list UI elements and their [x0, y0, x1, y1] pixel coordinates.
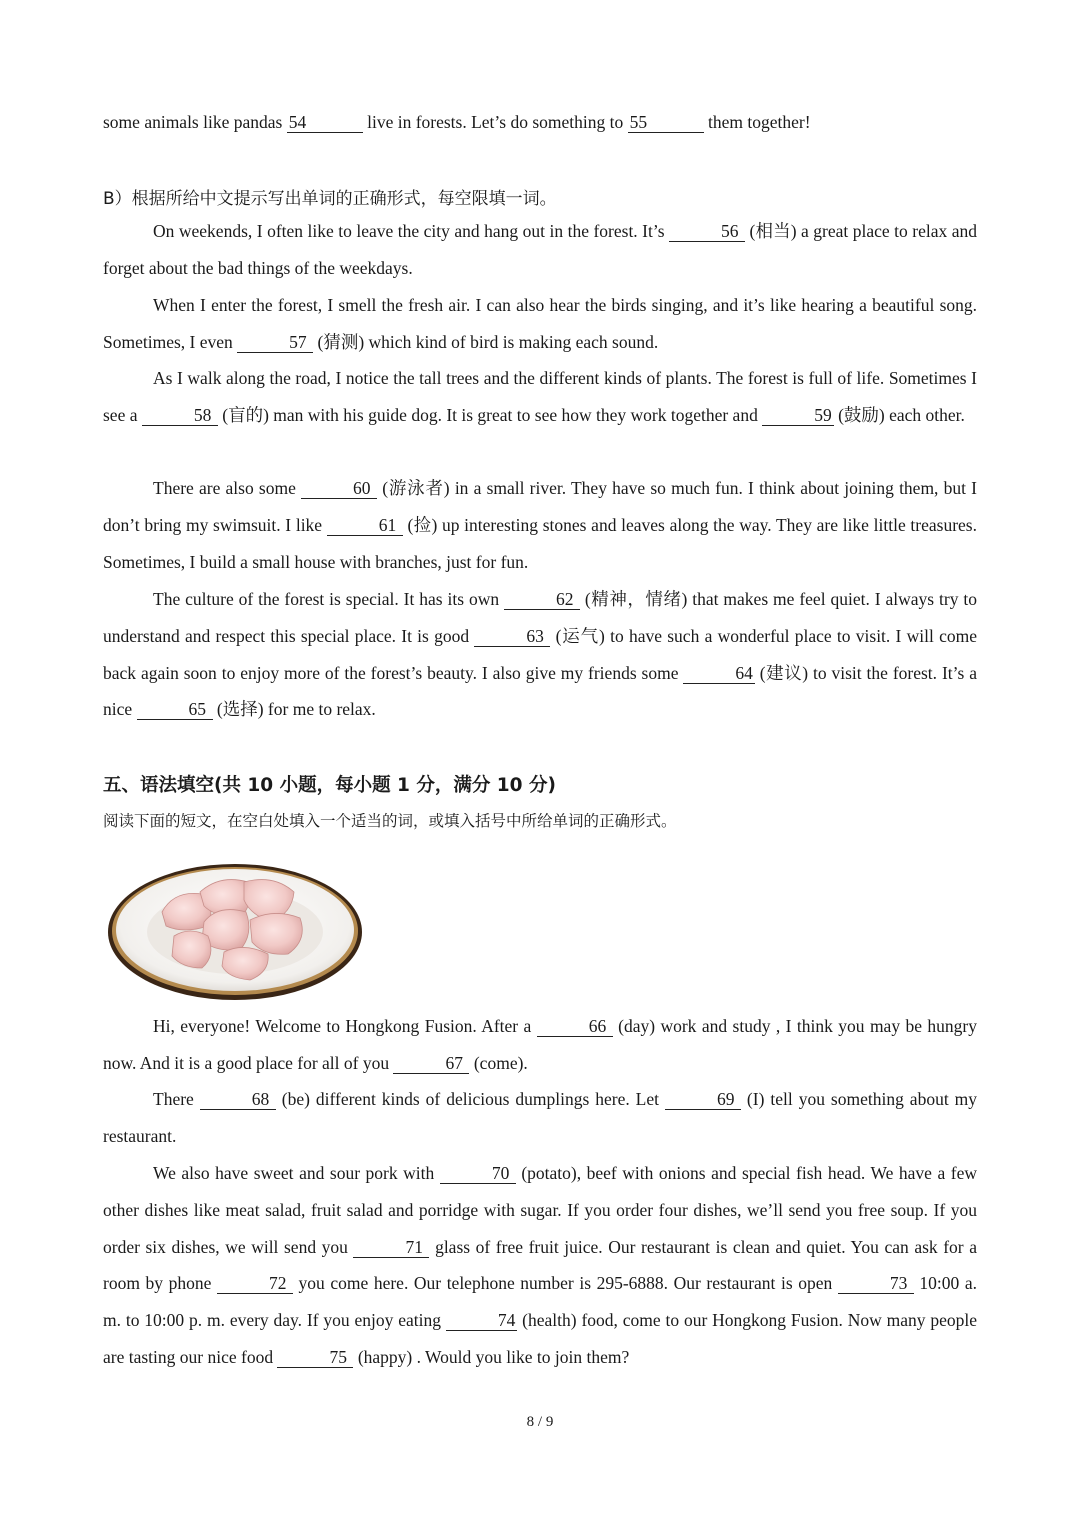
blank-61[interactable]: 61 [327, 515, 403, 536]
section-5-instruction: 阅读下面的短文，在空白处填入一个适当的词，或填入括号中所给单词的正确形式。 [103, 812, 677, 830]
section-5-paragraph-1: Hi, everyone! Welcome to Hongkong Fusion. After a 66 (day) work and study , I think you may be hungry now. And it is a good place for all of you 67 (come). [103, 1016, 977, 1073]
section-5-paragraph-2: There 68 (be) different kinds of delicious dumplings here. Let 69 (I) tell you something about my restaurant. [103, 1089, 978, 1146]
blank-65[interactable]: 65 [137, 699, 213, 720]
blank-72[interactable]: 72 [217, 1273, 293, 1294]
blank-70[interactable]: 70 [440, 1163, 516, 1184]
section-b-paragraph-2: When I enter the forest, I smell the fresh air. I can also hear the birds singing, and it’s like hearing a beautiful song. Sometimes, I even 57 (猜测) which kind of bird is making each sound. [103, 295, 977, 352]
blank-56[interactable]: 56 [669, 221, 745, 242]
blank-71[interactable]: 71 [353, 1237, 429, 1258]
blank-69[interactable]: 69 [665, 1089, 741, 1110]
continuation-line: some animals like pandas 54 live in forests. Let’s do something to 55 them together! [103, 112, 811, 132]
blank-64[interactable]: 64 [683, 663, 755, 684]
blank-59[interactable]: 59 [762, 405, 834, 426]
section-b-paragraph-5: The culture of the forest is special. It has its own 62 (精神，情绪) that makes me feel quiet. I always try to understand and respect this special place. It is good 63 (运气) to have such a wonderful place to visit. I will come back again soon to enjoy more of the forest’s beauty. I also give my friends some 64 (建议) to visit the forest. It’s a nice 65 (选择) for me to relax. [103, 589, 977, 720]
section-5-heading: 五、语法填空(共 10 小题，每小题 1 分，满分 10 分) [103, 775, 556, 796]
blank-67[interactable]: 67 [393, 1053, 469, 1074]
page-number: 8 / 9 [526, 1414, 554, 1430]
section-b-instruction: B）根据所给中文提示写出单词的正确形式，每空限填一词。 [103, 189, 557, 209]
blank-66[interactable]: 66 [537, 1016, 613, 1037]
blank-55[interactable]: 55 [628, 112, 704, 133]
blank-75[interactable]: 75 [277, 1347, 353, 1368]
blank-60[interactable]: 60 [301, 478, 377, 499]
blank-63[interactable]: 63 [474, 626, 550, 647]
blank-73[interactable]: 73 [838, 1273, 914, 1294]
section-5-paragraph-3: We also have sweet and sour pork with 70 (potato), beef with onions and special fish head. We have a few other dishes like meat salad, fruit salad and porridge with sugar. If you order four dishes, we’ll send you free soup. If you order six dishes, we will send you 71 glass of free fruit juice. Our restaurant is clean and quiet. You can ask for a room by phone 72 you come here. Our telephone number is 295-6888. Our restaurant is open 73 10:00 a. m. to 10:00 p. m. every day. If you enjoy eating 74 (health) food, come to our Hongkong Fusion. Now many people are tasting our nice food 75 (happy) . Would you like to join them? [103, 1163, 977, 1367]
section-b-paragraph-3: As I walk along the road, I notice the tall trees and the different kinds of plants. The forest is full of life. Sometimes I see a 58 (盲的) man with his guide dog. It is great to see how they work together and 59 (鼓励) each other. [103, 368, 977, 425]
blank-57[interactable]: 57 [237, 332, 313, 353]
section-b-paragraph-1: On weekends, I often like to leave the city and hang out in the forest. It’s 56 (相当) a great place to relax and forget about the bad things of the weekdays. [103, 221, 977, 278]
dumpling-plate-image [104, 852, 366, 1004]
blank-58[interactable]: 58 [142, 405, 218, 426]
blank-74[interactable]: 74 [446, 1310, 518, 1331]
section-b-paragraph-4: There are also some 60 (游泳者) in a small river. They have so much fun. I think about joining them, but I don’t bring my swimsuit. I like 61 (捡) up interesting stones and leaves along the way. They are like little treasures. Sometimes, I build a small house with branches, just for fun. [103, 478, 977, 572]
blank-54[interactable]: 54 [287, 112, 363, 133]
blank-68[interactable]: 68 [200, 1089, 276, 1110]
blank-62[interactable]: 62 [504, 589, 580, 610]
